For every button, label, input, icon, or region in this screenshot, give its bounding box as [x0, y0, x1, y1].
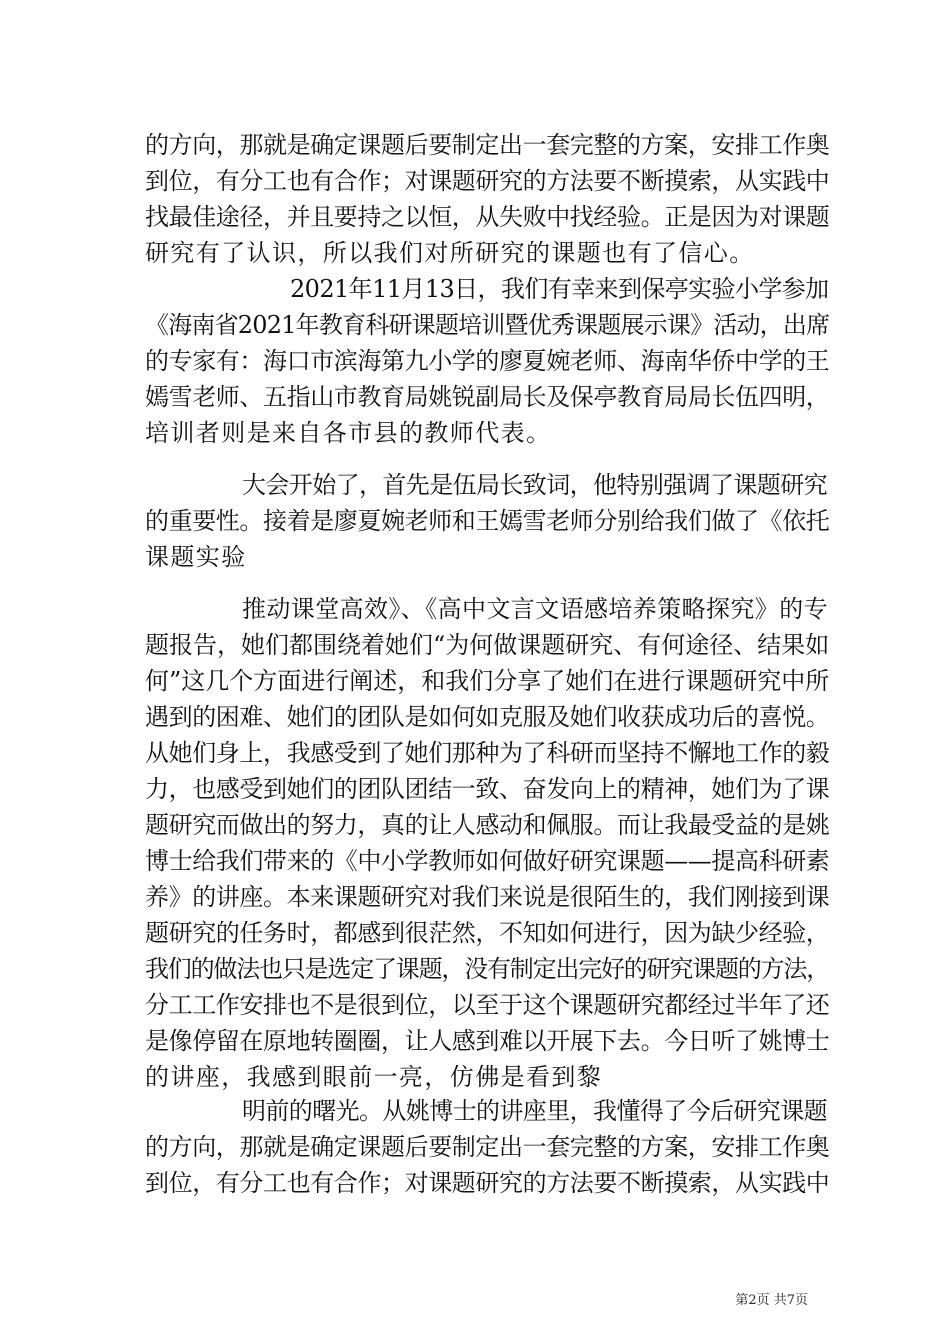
- text-line: 我们的做法也只是选定了课题，没有制定出完好的研究课题的方法，: [145, 955, 829, 983]
- text-line: 的讲座，我感到眼前一亮，仿佛是看到黎: [145, 1063, 603, 1091]
- text-line: 2021年11月13日，我们有幸来到保亭实验小学参加: [290, 275, 829, 303]
- text-line: 力，也感受到她们的团队团结一致、奋发向上的精神，她们为了课: [145, 775, 830, 803]
- text-line: 题研究的任务时，都感到很茫然，不知如何进行，因为缺少经验，: [145, 919, 830, 947]
- text-line: 推动课堂高效》、《高中文言文语感培养策略探究》的专: [242, 595, 828, 623]
- text-line: 是像停留在原地转圈圈，让人感到难以开展下去。今日听了姚博士: [145, 1027, 830, 1055]
- text-line: 题报告，她们都围绕着她们“为何做课题研究、有何途径、结果如: [145, 631, 830, 659]
- text-line: 从她们身上，我感受到了她们那种为了科研而坚持不懈地工作的毅: [145, 739, 830, 767]
- text-line: 研究有了认识，所以我们对所研究的课题也有了信心。: [145, 239, 755, 267]
- text-line: 到位，有分工也有合作；对课题研究的方法要不断摸索，从实践中: [145, 167, 830, 195]
- text-line: 遇到的困难、她们的团队是如何如克服及她们收获成功后的喜悦。: [145, 703, 830, 731]
- page-number: 第2页 共7页: [735, 1293, 808, 1308]
- text-line: 找最佳途径，并且要持之以恒，从失败中找经验。正是因为对课题: [145, 203, 830, 231]
- text-line: 的方向，那就是确定课题后要制定出一套完整的方案，安排工作奥: [145, 131, 830, 159]
- text-line: 养》的讲座。本来课题研究对我们来说是很陌生的，我们刚接到课: [145, 883, 830, 911]
- text-line: 培训者则是来自各市县的教师代表。: [145, 419, 552, 447]
- text-line: 明前的曙光。从姚博士的讲座里，我懂得了今后研究课题: [242, 1097, 827, 1125]
- text-line: 分工工作安排也不是很到位，以至于这个课题研究都经过半年了还: [145, 991, 830, 1019]
- text-line: 博士给我们带来的《中小学教师如何做好研究课题——提高科研素: [145, 847, 830, 875]
- text-line: 的方向，那就是确定课题后要制定出一套完整的方案，安排工作奥: [145, 1133, 830, 1161]
- text-line: 题研究而做出的努力，真的让人感动和佩服。而让我最受益的是姚: [145, 811, 830, 839]
- text-line: 大会开始了，首先是伍局长致词，他特别强调了课题研究: [242, 471, 827, 499]
- text-line: 的重要性。接着是廖夏婉老师和王嫣雪老师分别给我们做了《依托: [145, 507, 830, 535]
- text-line: 何”这几个方面进行阐述，和我们分享了她们在进行课题研究中所: [145, 667, 830, 695]
- text-line: 课题实验: [145, 543, 247, 571]
- text-line: 到位，有分工也有合作；对课题研究的方法要不断摸索，从实践中: [145, 1169, 830, 1197]
- text-line: 嫣雪老师、五指山市教育局姚锐副局长及保亭教育局局长伍四明，: [145, 383, 830, 411]
- text-line: 《海南省2021年教育科研课题培训暨优秀课题展示课》活动，出席: [145, 311, 830, 339]
- text-line: 的专家有：海口市滨海第九小学的廖夏婉老师、海南华侨中学的王: [145, 347, 830, 375]
